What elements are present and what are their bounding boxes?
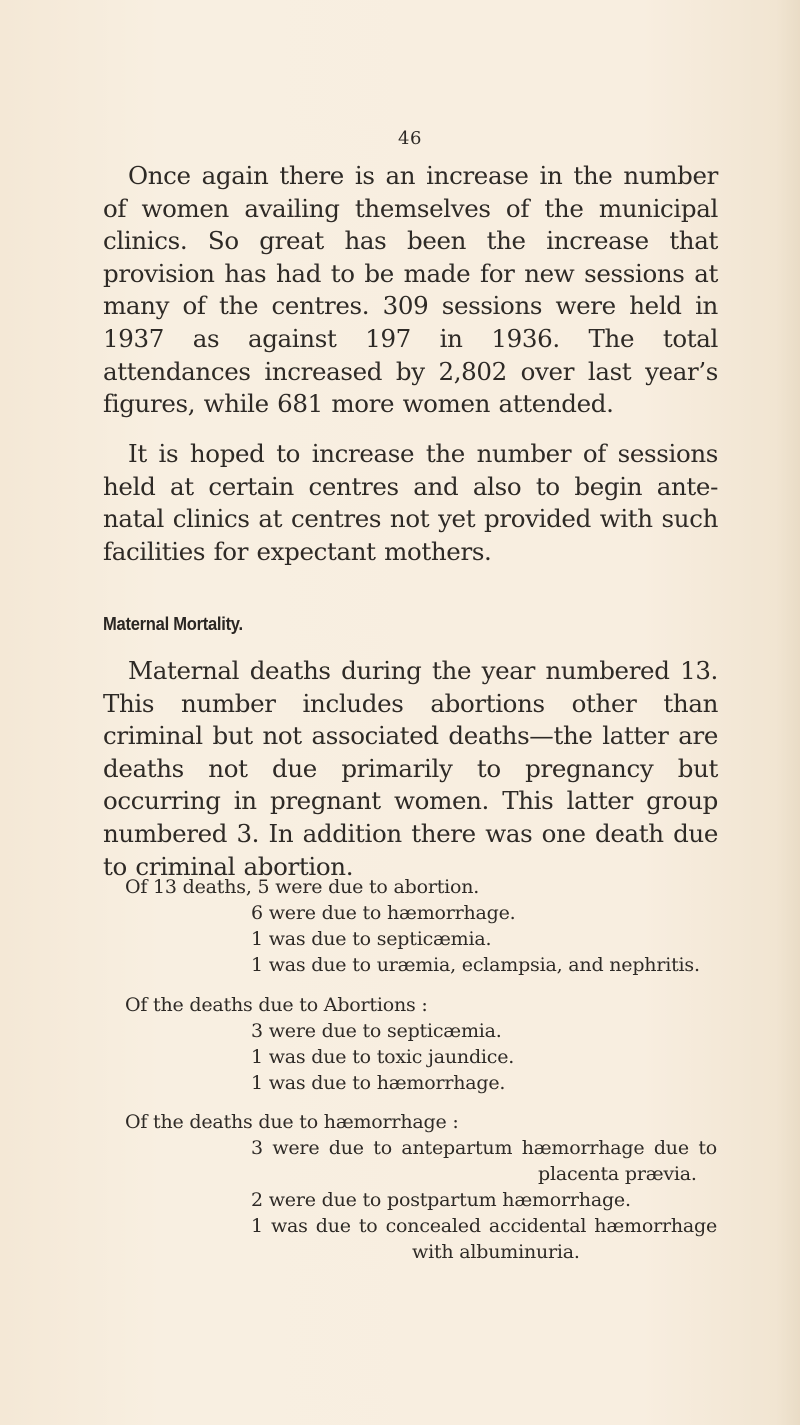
breakdown-item: 2 were due to postpartum hæmorrhage. — [251, 1189, 631, 1211]
breakdown-item: 1 was due to hæmorrhage. — [251, 1072, 506, 1094]
breakdown-item-continuation: with albuminuria. — [412, 1241, 580, 1263]
paragraph-clinic-attendance: Once again there is an increase in the number of women availing themselves of the municipal clinics. So great has been the increase that provision has had to be made for new sessions at many of the centres. 309 sessions were held in 1937 as against 197 in 1936. The total attendances increased by 2,802 over last year’s figures, while 681 more women attended. — [103, 161, 718, 419]
section-heading-maternal-mortality: Maternal Mortality. — [103, 614, 243, 634]
breakdown-item: 3 were due to antepartum hæmorrhage due to — [251, 1137, 717, 1159]
breakdown-lead-abortions: Of the deaths due to Abortions : — [125, 994, 428, 1016]
paragraph-maternal-deaths: Maternal deaths during the year numbered 13. This number includes abortions other than criminal but not associated deaths—the latter are deaths not due primarily to pregnancy but occurring in pregnant women. This latter group numbered 3. In addition there was one death due to criminal abortion. — [103, 656, 718, 881]
breakdown-lead-haemorrhage: Of the deaths due to hæmorrhage : — [125, 1111, 459, 1133]
breakdown-item: 1 was due to uræmia, eclampsia, and nephritis. — [251, 954, 700, 976]
page-number: 46 — [398, 128, 422, 149]
breakdown-item: 1 was due to toxic jaundice. — [251, 1046, 515, 1068]
breakdown-item: 1 was due to septicæmia. — [251, 928, 492, 950]
paragraph-future-plans: It is hoped to increase the number of sessions held at certain centres and also to begin ante-natal clinics at centres not yet provided with such facilities for expectant mothers. — [103, 439, 718, 566]
breakdown-item: 6 were due to hæmorrhage. — [251, 902, 516, 924]
breakdown-item: 3 were due to septicæmia. — [251, 1020, 502, 1042]
breakdown-item-continuation: placenta prævia. — [538, 1163, 697, 1185]
breakdown-item: 1 was due to concealed accidental hæmorrhage — [251, 1215, 717, 1237]
breakdown-lead-total-deaths: Of 13 deaths, 5 were due to abortion. — [125, 876, 480, 898]
